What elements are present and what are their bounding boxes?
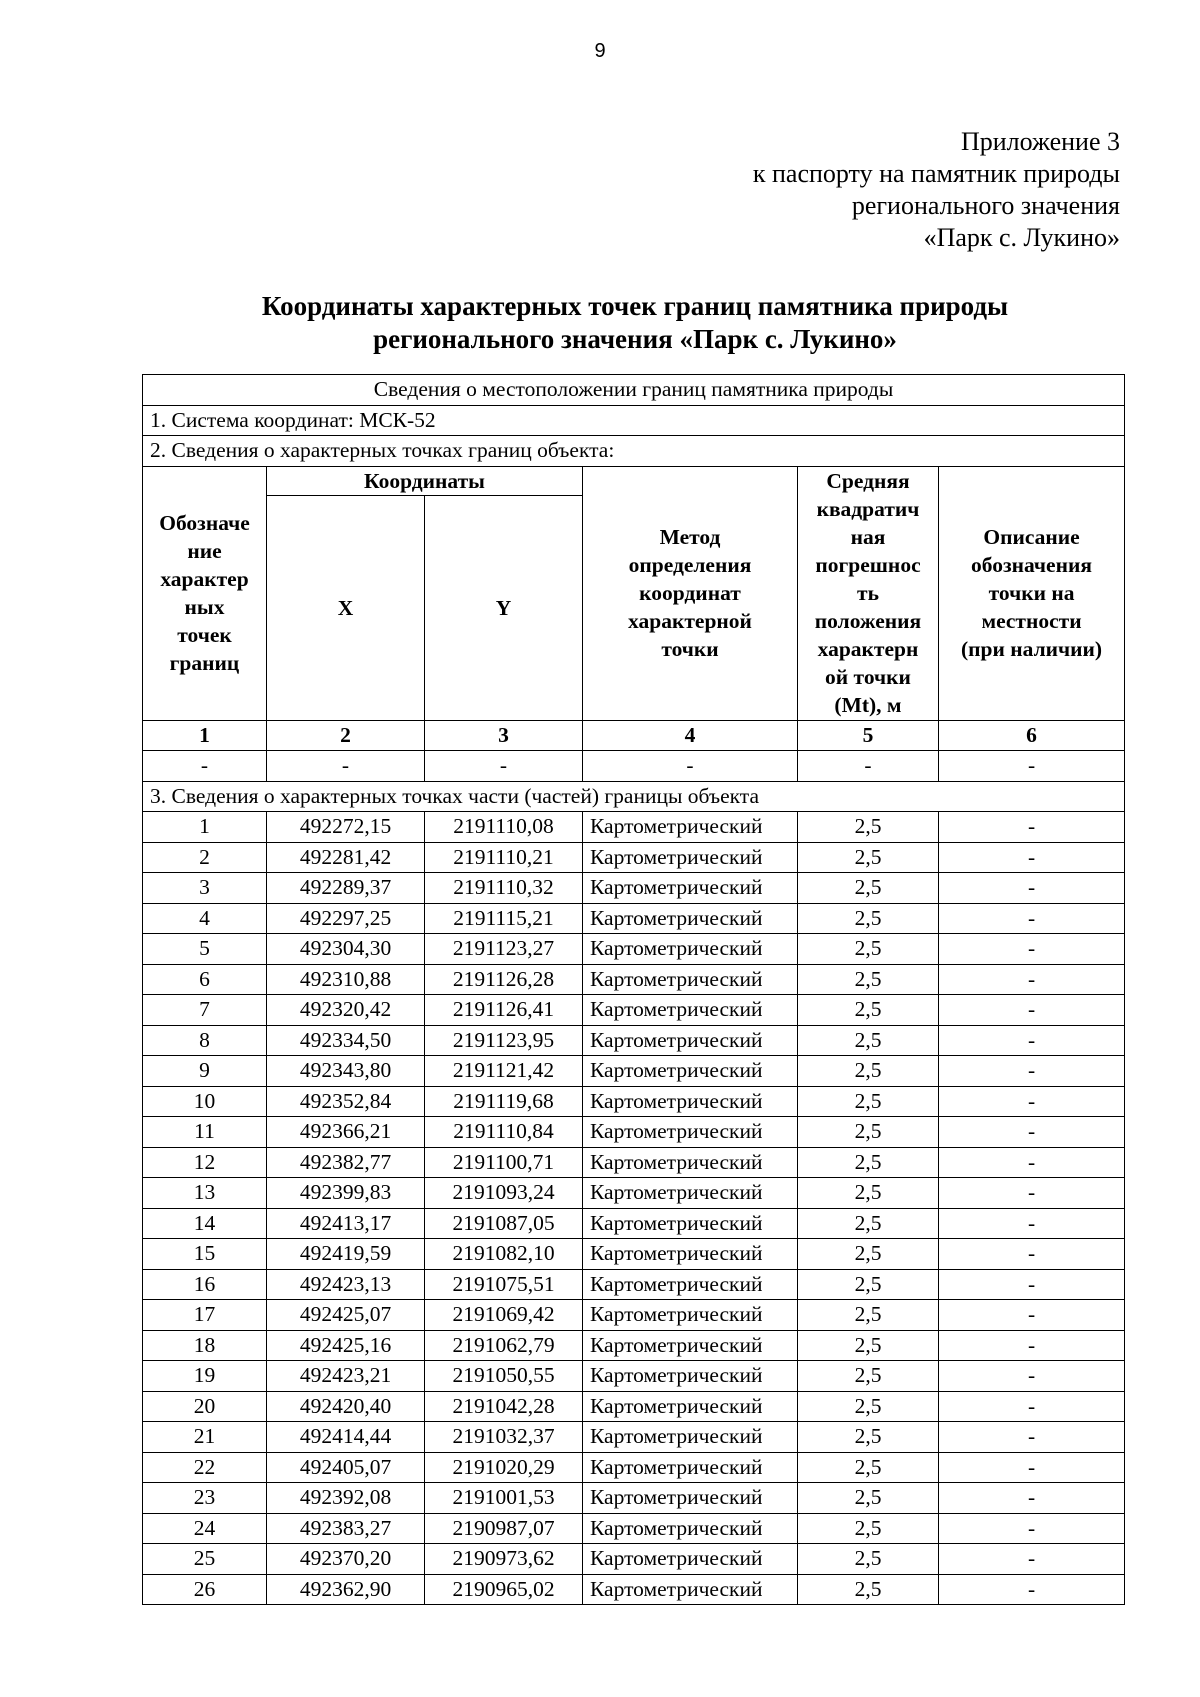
method-cell: Картометрический <box>583 1025 798 1056</box>
table-cell: - <box>267 751 425 782</box>
point-number-cell: 20 <box>143 1391 267 1422</box>
appendix-line: к паспорту на памятник природы <box>752 159 1120 188</box>
error-cell: 2,5 <box>798 1391 939 1422</box>
y-coordinate-cell: 2191123,27 <box>425 934 583 965</box>
header-description <box>939 466 1125 720</box>
x-coordinate-cell: 492297,25 <box>267 903 425 934</box>
point-number-cell: 17 <box>143 1300 267 1331</box>
description-cell: - <box>939 1513 1125 1544</box>
x-coordinate-cell: 492310,88 <box>267 964 425 995</box>
method-cell: Картометрический <box>583 1361 798 1392</box>
description-cell: - <box>939 1208 1125 1239</box>
point-number-cell: 10 <box>143 1086 267 1117</box>
point-number-cell: 23 <box>143 1483 267 1514</box>
column-number-cell: 2 <box>267 720 425 751</box>
description-cell: - <box>939 934 1125 965</box>
error-cell: 2,5 <box>798 812 939 843</box>
x-coordinate-cell: 492272,15 <box>267 812 425 843</box>
header-text-line: местности <box>981 609 1082 633</box>
error-cell: 2,5 <box>798 1483 939 1514</box>
y-coordinate-cell: 2191069,42 <box>425 1300 583 1331</box>
point-number-cell: 8 <box>143 1025 267 1056</box>
table-row <box>143 1483 1125 1514</box>
method-cell: Картометрический <box>583 1269 798 1300</box>
appendix-line: Приложение 3 <box>960 127 1120 156</box>
table-row <box>143 1330 1125 1361</box>
method-cell: Картометрический <box>583 1574 798 1605</box>
y-coordinate-cell: 2190987,07 <box>425 1513 583 1544</box>
x-coordinate-cell: 492425,07 <box>267 1300 425 1331</box>
method-cell: Картометрический <box>583 1117 798 1148</box>
description-cell: - <box>939 1086 1125 1117</box>
appendix-line: регионального значения <box>851 191 1120 220</box>
coordinates-table <box>142 374 1125 1605</box>
method-cell: Картометрический <box>583 934 798 965</box>
error-cell: 2,5 <box>798 1330 939 1361</box>
x-coordinate-cell: 492414,44 <box>267 1422 425 1453</box>
header-text-line: точки на <box>988 581 1075 605</box>
error-cell: 2,5 <box>798 995 939 1026</box>
y-coordinate-cell: 2191093,24 <box>425 1178 583 1209</box>
table-row <box>143 1147 1125 1178</box>
error-cell: 2,5 <box>798 1086 939 1117</box>
column-number-cell: 6 <box>939 720 1125 751</box>
description-cell: - <box>939 1483 1125 1514</box>
x-coordinate-cell: 492334,50 <box>267 1025 425 1056</box>
header-text-line: координат <box>639 581 741 605</box>
description-cell: - <box>939 1361 1125 1392</box>
error-cell: 2,5 <box>798 1178 939 1209</box>
y-coordinate-cell: 2191062,79 <box>425 1330 583 1361</box>
table-row <box>143 1452 1125 1483</box>
description-cell: - <box>939 1056 1125 1087</box>
error-cell: 2,5 <box>798 903 939 934</box>
y-coordinate-cell: 2191001,53 <box>425 1483 583 1514</box>
x-coordinate-cell: 492382,77 <box>267 1147 425 1178</box>
header-text-line: точки <box>661 637 719 661</box>
header-text-line: Метод <box>659 525 721 549</box>
table-row <box>143 873 1125 904</box>
method-cell: Картометрический <box>583 964 798 995</box>
point-number-cell: 5 <box>143 934 267 965</box>
column-numbers-row <box>143 720 1125 751</box>
header-text-line: Описание <box>983 525 1080 549</box>
point-number-cell: 15 <box>143 1239 267 1270</box>
y-coordinate-cell: 2191121,42 <box>425 1056 583 1087</box>
table-row <box>143 903 1125 934</box>
x-coordinate-cell: 492320,42 <box>267 995 425 1026</box>
point-number-cell: 13 <box>143 1178 267 1209</box>
table-row <box>143 812 1125 843</box>
table-row <box>143 842 1125 873</box>
header-text-line: характер <box>160 567 249 591</box>
x-coordinate-cell: 492370,20 <box>267 1544 425 1575</box>
table-row <box>143 1574 1125 1605</box>
x-coordinate-cell: 492352,84 <box>267 1086 425 1117</box>
y-coordinate-cell: 2190965,02 <box>425 1574 583 1605</box>
x-coordinate-cell: 492362,90 <box>267 1574 425 1605</box>
header-text-line: определения <box>628 553 752 577</box>
error-cell: 2,5 <box>798 964 939 995</box>
table-row <box>143 1025 1125 1056</box>
header-text-line: ние <box>187 539 222 563</box>
y-coordinate-cell: 2191110,84 <box>425 1117 583 1148</box>
point-number-cell: 3 <box>143 873 267 904</box>
header-text-line: характерн <box>817 637 919 661</box>
point-number-cell: 25 <box>143 1544 267 1575</box>
error-cell: 2,5 <box>798 1574 939 1605</box>
table-row <box>143 1513 1125 1544</box>
column-number-cell: 1 <box>143 720 267 751</box>
y-coordinate-cell: 2191119,68 <box>425 1086 583 1117</box>
header-text-line: точек <box>177 623 232 647</box>
header-method <box>583 466 798 720</box>
x-coordinate-cell: 492419,59 <box>267 1239 425 1270</box>
y-coordinate-cell: 2191110,21 <box>425 842 583 873</box>
error-cell: 2,5 <box>798 1025 939 1056</box>
table-row <box>143 1208 1125 1239</box>
description-cell: - <box>939 1300 1125 1331</box>
y-coordinate-cell: 2191082,10 <box>425 1239 583 1270</box>
x-coordinate-cell: 492425,16 <box>267 1330 425 1361</box>
part-points-heading: 3. Сведения о характерных точках части (частей) границы объекта <box>143 781 1125 812</box>
y-coordinate-cell: 2191126,41 <box>425 995 583 1026</box>
method-cell: Картометрический <box>583 1178 798 1209</box>
table-row <box>143 1178 1125 1209</box>
description-cell: - <box>939 1330 1125 1361</box>
point-number-cell: 14 <box>143 1208 267 1239</box>
description-cell: - <box>939 1422 1125 1453</box>
error-cell: 2,5 <box>798 1544 939 1575</box>
header-text-line: погрешнос <box>815 553 921 577</box>
x-coordinate-cell: 492281,42 <box>267 842 425 873</box>
table-row <box>143 934 1125 965</box>
header-error <box>798 466 939 720</box>
header-text-line: Обозначе <box>159 511 250 535</box>
description-cell: - <box>939 1452 1125 1483</box>
description-cell: - <box>939 1178 1125 1209</box>
description-cell: - <box>939 873 1125 904</box>
point-number-cell: 22 <box>143 1452 267 1483</box>
y-coordinate-cell: 2191075,51 <box>425 1269 583 1300</box>
point-number-cell: 16 <box>143 1269 267 1300</box>
x-coordinate-cell: 492399,83 <box>267 1178 425 1209</box>
description-cell: - <box>939 1269 1125 1300</box>
error-cell: 2,5 <box>798 1208 939 1239</box>
point-number-cell: 21 <box>143 1422 267 1453</box>
description-cell: - <box>939 1239 1125 1270</box>
header-text-line: квадратич <box>816 497 920 521</box>
description-cell: - <box>939 1544 1125 1575</box>
description-cell: - <box>939 1574 1125 1605</box>
table-cell: - <box>583 751 798 782</box>
y-coordinate-cell: 2191100,71 <box>425 1147 583 1178</box>
method-cell: Картометрический <box>583 1391 798 1422</box>
y-coordinate-cell: 2190973,62 <box>425 1544 583 1575</box>
table-row <box>143 1086 1125 1117</box>
method-cell: Картометрический <box>583 1208 798 1239</box>
description-cell: - <box>939 964 1125 995</box>
title-line: регионального значения «Парк с. Лукино» <box>373 324 897 354</box>
x-coordinate-cell: 492366,21 <box>267 1117 425 1148</box>
table-cell: - <box>143 751 267 782</box>
header-text-line: ой точки <box>825 665 911 689</box>
method-cell: Картометрический <box>583 1147 798 1178</box>
header-y: Y <box>425 495 583 720</box>
point-number-cell: 6 <box>143 964 267 995</box>
y-coordinate-cell: 2191123,95 <box>425 1025 583 1056</box>
method-cell: Картометрический <box>583 812 798 843</box>
point-number-cell: 12 <box>143 1147 267 1178</box>
method-cell: Картометрический <box>583 1239 798 1270</box>
header-text-line: границ <box>169 651 240 675</box>
method-cell: Картометрический <box>583 842 798 873</box>
y-coordinate-cell: 2191110,08 <box>425 812 583 843</box>
point-number-cell: 9 <box>143 1056 267 1087</box>
table-row <box>143 1269 1125 1300</box>
object-points-heading: 2. Сведения о характерных точках границ объекта: <box>143 436 1125 467</box>
error-cell: 2,5 <box>798 1513 939 1544</box>
header-text-line: Средняя <box>826 469 910 493</box>
header-text-line: ть <box>857 581 879 605</box>
header-text-line: положения <box>814 609 922 633</box>
column-number-cell: 5 <box>798 720 939 751</box>
x-coordinate-cell: 492405,07 <box>267 1452 425 1483</box>
table-row <box>143 1544 1125 1575</box>
x-coordinate-cell: 492383,27 <box>267 1513 425 1544</box>
method-cell: Картометрический <box>583 1086 798 1117</box>
table-row <box>143 995 1125 1026</box>
header-text-line: (Mt), м <box>834 693 902 717</box>
x-coordinate-cell: 492392,08 <box>267 1483 425 1514</box>
header-coordinates: Координаты <box>267 466 583 495</box>
header-text-line: ная <box>850 525 886 549</box>
table-cell: - <box>425 751 583 782</box>
table-row <box>143 1422 1125 1453</box>
y-coordinate-cell: 2191042,28 <box>425 1391 583 1422</box>
point-number-cell: 4 <box>143 903 267 934</box>
table-row <box>143 1239 1125 1270</box>
error-cell: 2,5 <box>798 873 939 904</box>
page-number: 9 <box>594 40 606 62</box>
x-coordinate-cell: 492423,13 <box>267 1269 425 1300</box>
point-number-cell: 26 <box>143 1574 267 1605</box>
table-row <box>143 1117 1125 1148</box>
description-cell: - <box>939 903 1125 934</box>
description-cell: - <box>939 1391 1125 1422</box>
point-number-cell: 2 <box>143 842 267 873</box>
method-cell: Картометрический <box>583 995 798 1026</box>
y-coordinate-cell: 2191087,05 <box>425 1208 583 1239</box>
y-coordinate-cell: 2191115,21 <box>425 903 583 934</box>
y-coordinate-cell: 2191020,29 <box>425 1452 583 1483</box>
appendix-note <box>753 126 1120 254</box>
column-number-cell: 3 <box>425 720 583 751</box>
coordinate-system-row: 1. Система координат: МСК-52 <box>143 405 1125 436</box>
error-cell: 2,5 <box>798 1117 939 1148</box>
y-coordinate-cell: 2191110,32 <box>425 873 583 904</box>
table-row <box>143 1361 1125 1392</box>
x-coordinate-cell: 492343,80 <box>267 1056 425 1087</box>
table-row <box>143 964 1125 995</box>
table-cell: - <box>939 751 1125 782</box>
table-caption: Сведения о местоположении границ памятника природы <box>143 375 1125 406</box>
method-cell: Картометрический <box>583 903 798 934</box>
point-number-cell: 18 <box>143 1330 267 1361</box>
error-cell: 2,5 <box>798 842 939 873</box>
header-designation <box>143 466 267 720</box>
method-cell: Картометрический <box>583 1513 798 1544</box>
point-number-cell: 7 <box>143 995 267 1026</box>
method-cell: Картометрический <box>583 1300 798 1331</box>
error-cell: 2,5 <box>798 1452 939 1483</box>
document-title <box>140 290 1130 356</box>
method-cell: Картометрический <box>583 1483 798 1514</box>
method-cell: Картометрический <box>583 1056 798 1087</box>
description-cell: - <box>939 812 1125 843</box>
y-coordinate-cell: 2191126,28 <box>425 964 583 995</box>
column-number-cell: 4 <box>583 720 798 751</box>
table-row <box>143 1056 1125 1087</box>
point-number-cell: 19 <box>143 1361 267 1392</box>
header-text-line: обозначения <box>971 553 1093 577</box>
title-line: Координаты характерных точек границ памятника природы <box>261 291 1009 321</box>
method-cell: Картометрический <box>583 1452 798 1483</box>
method-cell: Картометрический <box>583 1422 798 1453</box>
error-cell: 2,5 <box>798 1147 939 1178</box>
point-number-cell: 1 <box>143 812 267 843</box>
description-cell: - <box>939 995 1125 1026</box>
table-row <box>143 1300 1125 1331</box>
error-cell: 2,5 <box>798 1361 939 1392</box>
x-coordinate-cell: 492289,37 <box>267 873 425 904</box>
y-coordinate-cell: 2191050,55 <box>425 1361 583 1392</box>
y-coordinate-cell: 2191032,37 <box>425 1422 583 1453</box>
header-text-line: ных <box>184 595 225 619</box>
error-cell: 2,5 <box>798 934 939 965</box>
method-cell: Картометрический <box>583 873 798 904</box>
error-cell: 2,5 <box>798 1422 939 1453</box>
table-row <box>143 1391 1125 1422</box>
empty-points-row <box>143 751 1125 782</box>
x-coordinate-cell: 492423,21 <box>267 1361 425 1392</box>
description-cell: - <box>939 1117 1125 1148</box>
error-cell: 2,5 <box>798 1056 939 1087</box>
description-cell: - <box>939 842 1125 873</box>
x-coordinate-cell: 492420,40 <box>267 1391 425 1422</box>
method-cell: Картометрический <box>583 1330 798 1361</box>
error-cell: 2,5 <box>798 1300 939 1331</box>
point-number-cell: 24 <box>143 1513 267 1544</box>
description-cell: - <box>939 1147 1125 1178</box>
table-cell: - <box>798 751 939 782</box>
appendix-line: «Парк с. Лукино» <box>923 223 1120 252</box>
error-cell: 2,5 <box>798 1239 939 1270</box>
method-cell: Картометрический <box>583 1544 798 1575</box>
description-cell: - <box>939 1025 1125 1056</box>
header-text-line: характерной <box>628 609 752 633</box>
x-coordinate-cell: 492413,17 <box>267 1208 425 1239</box>
point-number-cell: 11 <box>143 1117 267 1148</box>
error-cell: 2,5 <box>798 1269 939 1300</box>
x-coordinate-cell: 492304,30 <box>267 934 425 965</box>
header-x: X <box>267 495 425 720</box>
header-text-line: (при наличии) <box>960 637 1103 661</box>
